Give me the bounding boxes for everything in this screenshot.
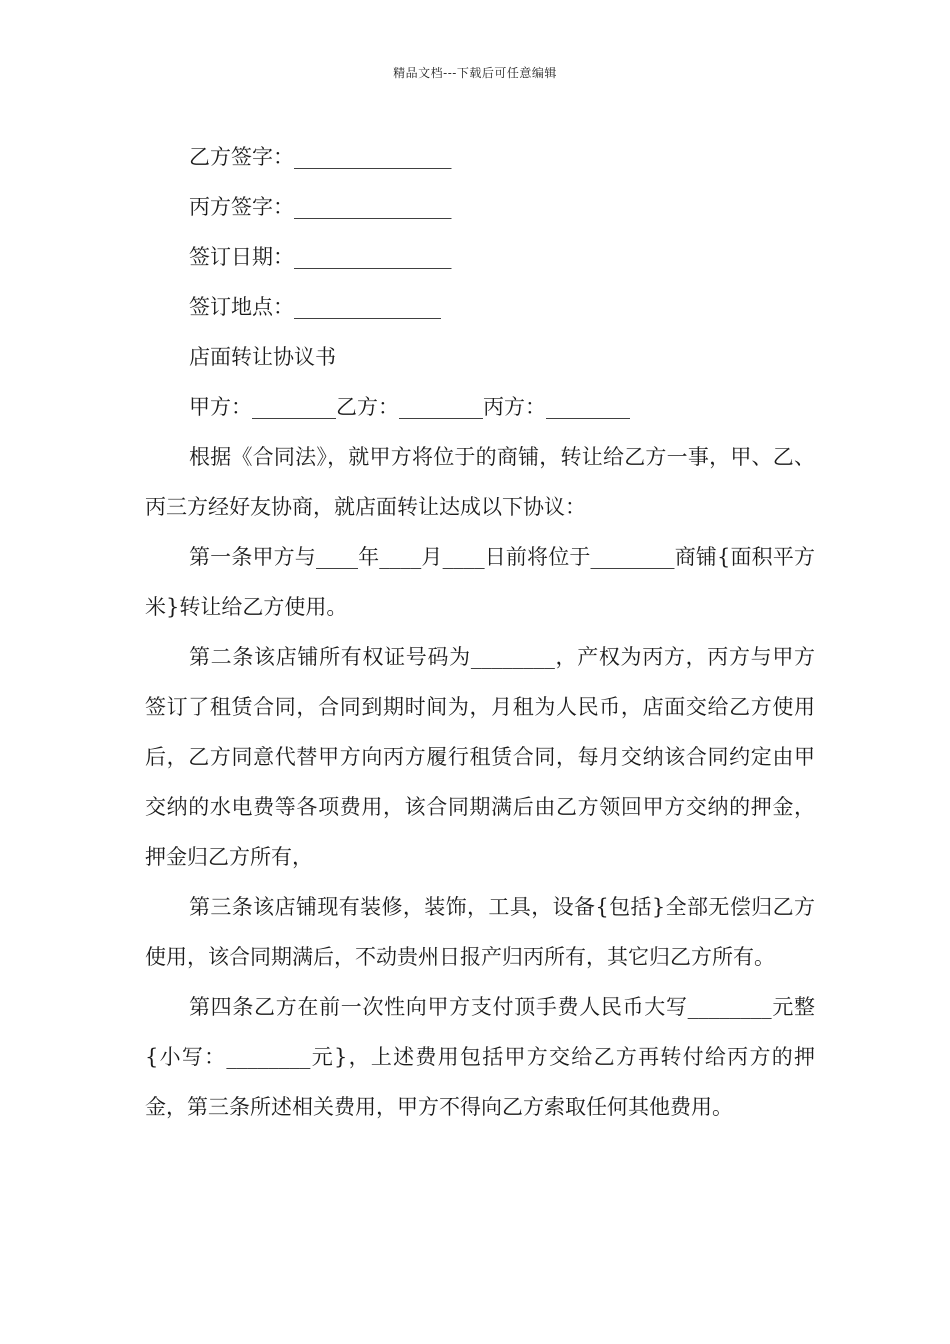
page-header: 精品文档---下载后可任意编辑	[393, 66, 557, 80]
parties-line: 甲方：________乙方：________丙方：________	[189, 395, 630, 419]
paragraph-intro: 根据《合同法》，就甲方将位于的商铺，转让给乙方一事，甲、乙、丙三方经好友协商，就店面转让达成以下协议：	[145, 445, 815, 519]
paragraph-article-1: 第一条甲方与____年____月____日前将位于________商铺{面积平方米}转让给乙方使用。	[145, 545, 815, 619]
signature-line-party-b: 乙方签字：_______________	[189, 145, 452, 169]
document-body	[145, 132, 815, 1132]
document-title: 店面转让协议书	[189, 345, 336, 369]
paragraph-article-4: 第四条乙方在前一次性向甲方支付顶手费人民币大写________元整{小写：________元}，上述费用包括甲方交给乙方再转付给丙方的押金，第三条所述相关费用，甲方不得向乙方索取任何其他费用。	[145, 995, 815, 1119]
paragraph-article-3: 第三条该店铺现有装修，装饰，工具，设备{包括}全部无偿归乙方使用，该合同期满后，不动贵州日报产归丙所有，其它归乙方所有。	[145, 895, 815, 969]
signature-line-party-c: 丙方签字：_______________	[189, 195, 452, 219]
signing-date-line: 签订日期：_______________	[189, 245, 452, 269]
signing-place-line: 签订地点：______________	[189, 295, 441, 319]
paragraph-article-2: 第二条该店铺所有权证号码为________，产权为丙方，丙方与甲方签订了租赁合同，合同到期时间为，月租为人民币，店面交给乙方使用后，乙方同意代替甲方向丙方履行租赁合同，每月交纳该合同约定由甲交纳的水电费等各项费用，该合同期满后由乙方领回甲方交纳的押金，押金归乙方所有，	[145, 645, 815, 869]
